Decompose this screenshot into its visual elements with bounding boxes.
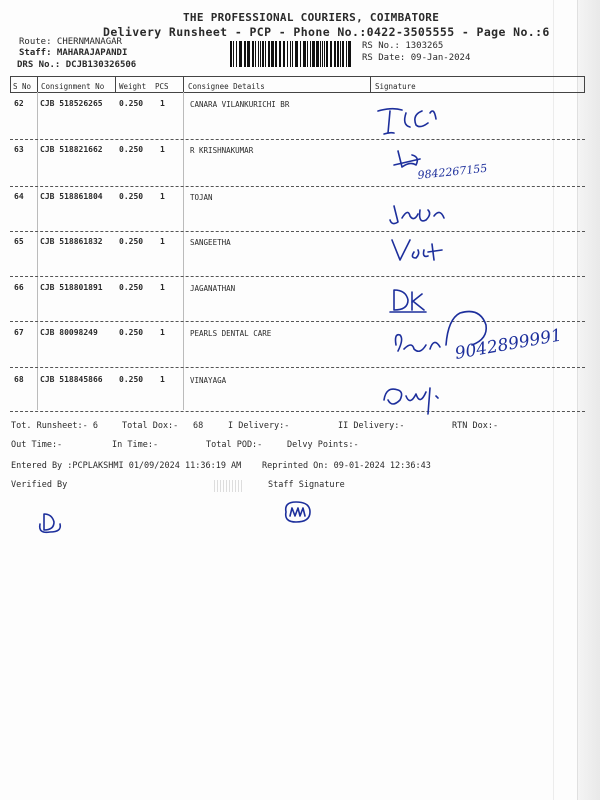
total-dox-label: Total Dox:- xyxy=(122,421,179,431)
col-header-pcs: PCS xyxy=(155,82,169,91)
verified-by-signature xyxy=(36,510,66,536)
row-sno: 63 xyxy=(14,145,24,154)
row-consignee: TOJAN xyxy=(190,193,213,202)
row-consignment: CJB 518821662 xyxy=(40,145,103,154)
col-header-weight: Weight xyxy=(119,82,147,91)
signature-row67 xyxy=(390,305,580,367)
row-sno: 68 xyxy=(14,375,24,384)
fold-crease xyxy=(553,0,554,800)
row-consignee: PEARLS DENTAL CARE xyxy=(190,329,272,338)
page-edge-shadow xyxy=(577,0,600,800)
row-consignment: CJB 80098249 xyxy=(40,328,98,337)
col-divider xyxy=(183,76,184,92)
row-sno: 62 xyxy=(14,99,24,108)
row-weight: 0.250 xyxy=(119,328,144,337)
i-delivery: I Delivery:- xyxy=(228,421,290,431)
col-divider xyxy=(10,76,11,92)
delvy-points: Delvy Points:- xyxy=(287,440,359,450)
row-consignment: CJB 518526265 xyxy=(40,99,103,108)
signature-row63 xyxy=(390,143,500,185)
total-dox-value: 68 xyxy=(193,421,204,431)
rs-number: RS No.: 1303265 xyxy=(362,41,444,51)
row-weight: 0.250 xyxy=(119,375,144,384)
row-separator xyxy=(10,276,585,277)
verified-by-label: Verified By xyxy=(11,480,68,490)
signature-row62 xyxy=(372,103,442,139)
row-separator xyxy=(10,139,585,140)
faint-barcode-shadow xyxy=(214,480,244,492)
row-weight: 0.250 xyxy=(119,283,144,292)
row-consignment: CJB 518861832 xyxy=(40,237,103,246)
col-header-sno: S No xyxy=(13,82,32,91)
row-consignment: CJB 518845866 xyxy=(40,375,103,384)
staff-label: Staff: MAHARAJAPANDI xyxy=(19,48,128,58)
col-divider xyxy=(584,76,585,92)
reprinted-on: Reprinted On: 09-01-2024 12:36:43 xyxy=(262,461,431,471)
row-sno: 65 xyxy=(14,237,24,246)
row-consignee: CANARA VILANKURICHI BR xyxy=(190,100,290,109)
row-consignee: SANGEETHA xyxy=(190,238,231,247)
row-weight: 0.250 xyxy=(119,99,144,108)
col-header-signature: Signature xyxy=(375,82,416,91)
row-sno: 67 xyxy=(14,328,24,337)
row-pcs: 1 xyxy=(160,328,165,337)
row-consignee: R KRISHNAKUMAR xyxy=(190,146,254,155)
staff-signature-label: Staff Signature xyxy=(268,480,345,490)
signature-phone: 9042899991 xyxy=(453,325,564,364)
runsheet-subtitle: Delivery Runsheet - PCP - Phone No.:0422-3505555 - Page No.:6 xyxy=(103,25,550,39)
row-sno: 66 xyxy=(14,283,24,292)
drs-number: DRS No.: DCJB130326506 xyxy=(17,60,137,70)
signature-row64 xyxy=(388,200,448,230)
row-separator xyxy=(10,231,585,232)
col-divider xyxy=(115,76,116,92)
row-pcs: 1 xyxy=(160,375,165,384)
out-time: Out Time:- xyxy=(11,440,63,450)
row-weight: 0.250 xyxy=(119,192,144,201)
total-pod: Total POD:- xyxy=(206,440,263,450)
table-top-border xyxy=(10,76,585,77)
col-header-consignee: Consignee Details xyxy=(188,82,265,91)
row-weight: 0.250 xyxy=(119,145,144,154)
row-weight: 0.250 xyxy=(119,237,144,246)
signature-phone: 9842267155 xyxy=(416,161,488,182)
row-sno: 64 xyxy=(14,192,24,201)
row-consignment: CJB 518861804 xyxy=(40,192,103,201)
row-consignee: VINAYAGA xyxy=(190,376,227,385)
table-bottom-separator xyxy=(10,411,585,412)
row-consignment: CJB 518801891 xyxy=(40,283,103,292)
rtn-dox: RTN Dox:- xyxy=(452,421,499,431)
rs-date: RS Date: 09-Jan-2024 xyxy=(362,53,471,63)
staff-signature-mark xyxy=(280,498,316,526)
barcode-image xyxy=(230,41,354,67)
row-pcs: 1 xyxy=(160,99,165,108)
table-header-border xyxy=(10,92,585,93)
row-separator xyxy=(10,186,585,187)
in-time: In Time:- xyxy=(112,440,159,450)
row-separator xyxy=(10,367,585,368)
company-title: THE PROFESSIONAL COURIERS, COIMBATORE xyxy=(183,11,440,24)
entered-by: Entered By :PCPLAKSHMI 01/09/2024 11:36:19 AM xyxy=(11,461,242,471)
ii-delivery: II Delivery:- xyxy=(338,421,405,431)
route-label: Route: CHERNMANAGAR xyxy=(19,37,122,47)
signature-row68 xyxy=(380,380,460,416)
row-pcs: 1 xyxy=(160,192,165,201)
row-consignee: JAGANATHAN xyxy=(190,284,236,293)
row-pcs: 1 xyxy=(160,145,165,154)
col-header-consignment: Consignment No xyxy=(41,82,105,91)
tot-runsheet: Tot. Runsheet:- 6 xyxy=(11,421,98,431)
signature-row65 xyxy=(388,234,448,266)
col-divider xyxy=(370,76,371,92)
row-pcs: 1 xyxy=(160,237,165,246)
row-pcs: 1 xyxy=(160,283,165,292)
col-divider xyxy=(37,76,38,92)
